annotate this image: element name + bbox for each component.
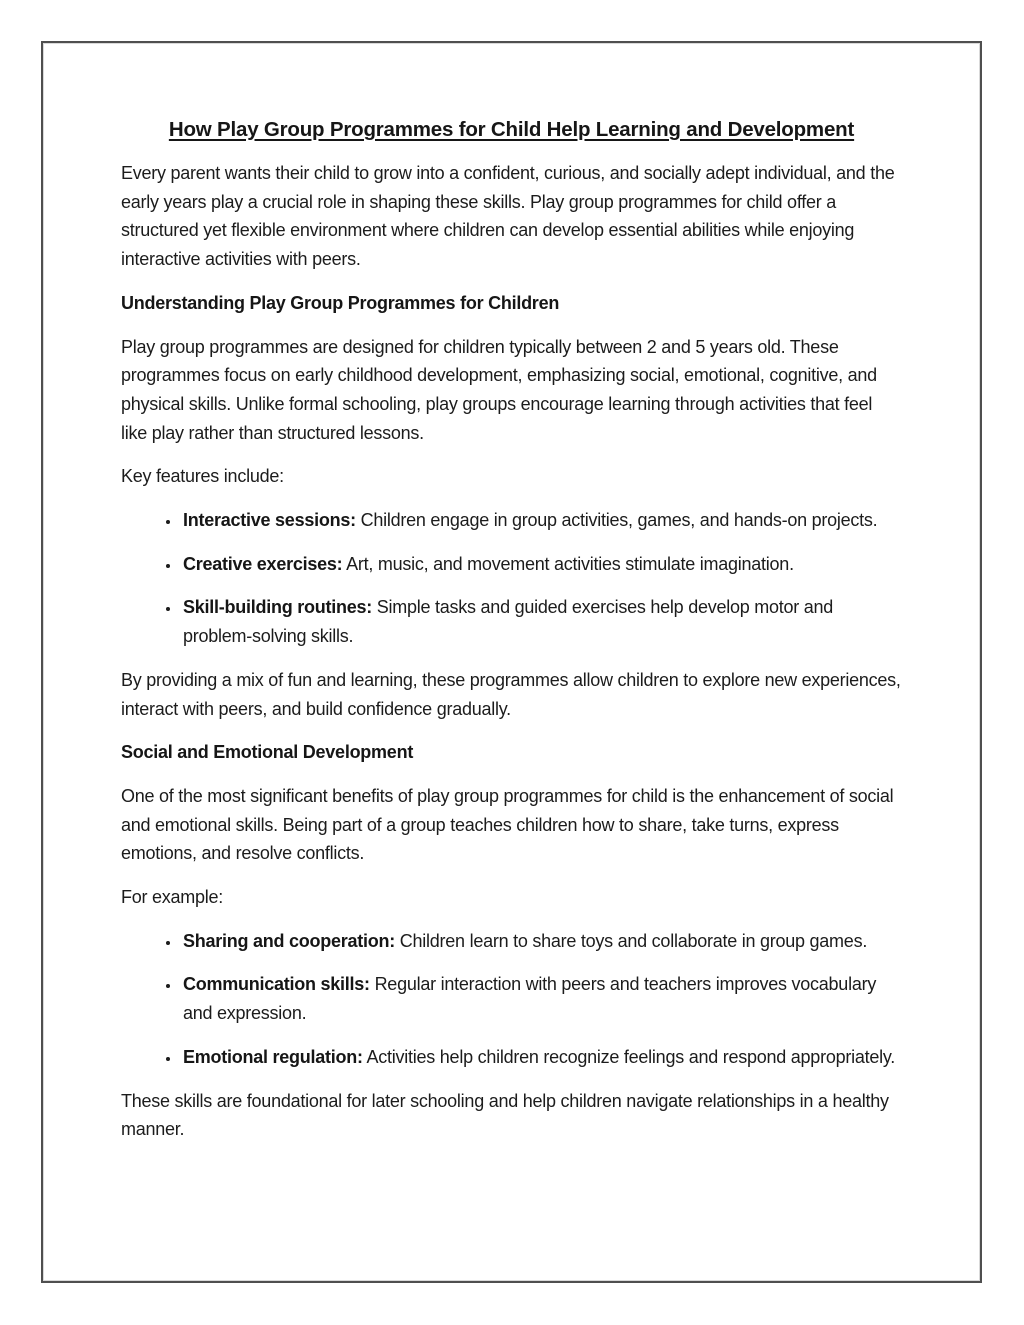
list-item [181,970,902,1027]
bullet-label: Emotional regulation: [183,1046,363,1067]
bullet-text: Simple tasks and guided exercises help develop motor and problem-solving skills. [183,597,834,647]
bullet-text: Art, music, and movement activities stimulate imagination. [346,553,794,574]
list-item [181,593,902,650]
intro-paragraph: Every parent wants their child to grow into a confident, curious, and socially adept individual, and the early years play a crucial role in shaping these skills. Play group programmes for child offer a structured yet flexible environment where children can develop essential abilities while enjoying interactive activities with peers. [121,163,895,270]
document-title: How Play Group Programmes for Child Help Learning and Development [168,118,855,141]
bullet-text: Activities help children recognize feelings and respond appropriately. [366,1046,896,1067]
section1-list-intro: Key features include: [121,466,284,487]
list-item [181,506,902,535]
bullet-text: Regular interaction with peers and teachers improves vocabulary and expression. [183,974,877,1024]
section2-body-paragraph: One of the most significant benefits of play group programmes for child is the enhancement of social and emotional skills. Being part of a group teaches children how to share, take turns, express emotions, and resolve conflicts. [121,785,894,864]
bullet-label: Creative exercises: [183,553,343,574]
bullet-label: Sharing and cooperation: [183,930,396,951]
list-item [181,550,902,579]
bullet-text: Children engage in group activities, games, and hands-on projects. [360,510,878,531]
section1-heading: Understanding Play Group Programmes for Children [121,292,560,313]
section2-heading: Social and Emotional Development [121,742,414,763]
section2-list-intro: For example: [121,887,224,908]
bullet-label: Communication skills: [183,974,370,995]
list-item [181,1043,902,1072]
section2-outro-paragraph: These skills are foundational for later schooling and help children navigate relationships in a healthy manner. [121,1090,889,1140]
bullet-label: Skill-building routines: [183,597,372,618]
bullet-text: Children learn to share toys and collaborate in group games. [399,930,868,951]
section1-body-paragraph: Play group programmes are designed for children typically between 2 and 5 years old. These programmes focus on early childhood development, emphasizing social, emotional, cognitive, and physical skills. Unlike formal schooling, play groups encourage learning through activities that feel like play rather than structured lessons. [121,336,877,443]
bullet-label: Interactive sessions: [183,510,356,531]
section2-bullet-list [121,927,902,1072]
page-frame [41,41,982,1283]
list-item [181,927,902,956]
section1-bullet-list [121,506,902,651]
section1-outro-paragraph: By providing a mix of fun and learning, these programmes allow children to explore new experiences, interact with peers, and build confidence gradually. [121,669,901,719]
